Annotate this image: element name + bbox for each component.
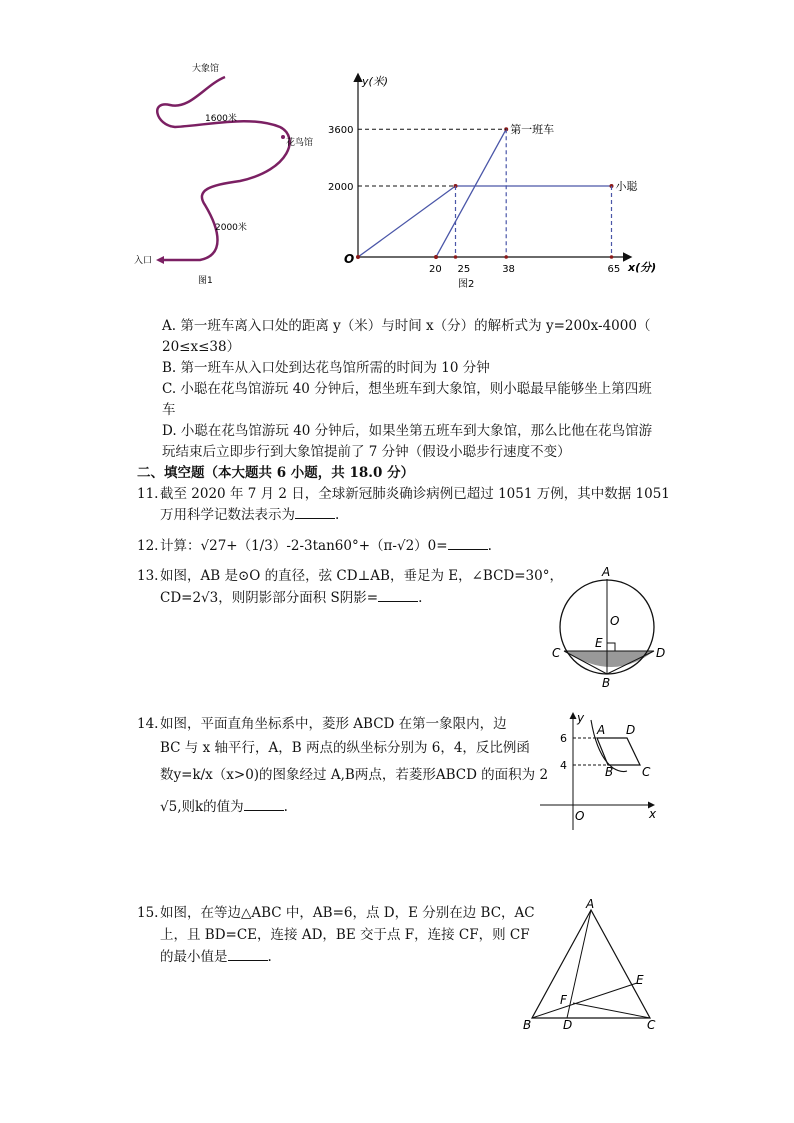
fig1-label-entrance: 入口 [134,256,153,266]
q14-label-6: 6 [560,732,567,745]
fig1-caption: 图1 [198,276,213,286]
q11-number: 11. [137,486,159,502]
option-a-line1: A. 第一班车离入口处的距离 y（米）与时间 x（分）的解析式为 y=200x-4000（ [162,318,651,334]
x-tick-label-2: 38 [502,264,515,275]
q14-label-x: x [649,807,657,821]
option-b: B. 第一班车从入口处到达花鸟馆所需的时间为 10 分钟 [162,360,490,376]
q14-label-4: 4 [560,759,567,772]
q12-answer-blank[interactable] [448,537,488,550]
segment-cf [573,1003,650,1018]
q13-label-b: B [602,676,611,690]
q14-end: . [283,799,288,815]
q15-label-b: B [523,1018,532,1032]
q13-label-d: D [656,646,666,660]
q15-line1: 如图，在等边△ABC 中，AB=6，点 D，E 分别在边 BC，AC [160,905,535,921]
fig1-label-bird-house: 花鸟馆 [286,138,314,148]
q13-line2: CD=2√3，则阴影部分面积 S阴影= [160,590,379,606]
option-c-line1: C. 小聪在花鸟馆游玩 40 分钟后，想坐班车到大象馆，则小聪最早能够坐上第四班 [162,381,652,397]
q15-label-d: D [563,1018,573,1032]
q14-line4: √5,则k的值为 [160,799,244,815]
series-label-1: 小聪 [615,180,638,193]
q14-line4-wrap [160,797,288,817]
x-tick-dot-3 [610,255,614,259]
arrow-head-icon [156,256,164,264]
q14-label-o: O [575,809,585,823]
q13-number: 13. [137,568,159,584]
rhombus-abcd [597,738,640,765]
q11-line2: 万用科学记数法表示为 [160,507,295,523]
q14-line2: BC 与 x 轴平行，A，B 两点的纵坐标分别为 6，4，反比例函 [160,740,530,756]
q15-triangle-figure [520,897,665,1035]
y-tick-label-1: 2000 [328,182,354,193]
figure-1-route-map [130,55,314,295]
x-tick-label-3: 65 [607,264,621,275]
q15-label-e: E [636,973,644,987]
fig2-caption: 图2 [458,279,475,290]
fig1-label-museum: 大象馆 [192,64,220,74]
y-axis-label: y(米) [362,75,389,88]
right-angle-mark [607,643,615,651]
q12-number: 12. [137,538,159,554]
x-tick-label-1: 25 [457,264,471,275]
q11-line1: 截至 2020 年 7 月 2 日，全球新冠肺炎确诊病例已超过 1051 万例，其中数据 1051 [160,486,670,502]
q13-line2-wrap [160,588,422,608]
q14-line1: 如图，平面直角坐标系中，菱形 ABCD 在第一象限内，边 [160,716,507,732]
q15-line3-wrap [160,947,272,967]
x-axis-label: x(分) [628,261,657,274]
option-c-line2: 车 [162,402,176,418]
segment-ad [567,910,591,1018]
fig1-label-1600: 1600米 [205,114,237,124]
q13-answer-blank[interactable] [378,589,418,602]
triangle-abc [532,910,650,1018]
q12-line-wrap [160,536,492,556]
q13-label-c: C [552,646,561,660]
q13-label-o: O [610,614,620,628]
q14-line3: 数y=k/x（x>0)的图象经过 A,B两点，若菱形ABCD 的面积为 2 [160,767,549,783]
option-d-line1: D. 小聪在花鸟馆游玩 40 分钟后，如果坐第五班车到大象馆，那么比他在花鸟馆游 [162,423,653,439]
q14-label-y: y [577,711,585,725]
q15-label-c: C [647,1018,656,1032]
q13-end: . [418,590,423,606]
q14-number: 14. [137,716,159,732]
q13-label-a: A [602,565,611,579]
q12-text: 计算：√27+（1/3）-2-3tan60°+（π-√2）0= [160,538,448,554]
origin-label: O [344,252,355,266]
q14-label-a: A [597,723,606,737]
figure-2-distance-time-chart [330,65,660,295]
q15-end: . [267,949,272,965]
q15-label-a: A [586,897,595,911]
section-heading: 二、填空题（本大题共 6 小题，共 18.0 分） [137,465,415,481]
x-tick-label-0: 20 [429,264,442,275]
q14-label-b: B [605,765,614,779]
series-point-1-0 [356,255,360,259]
q15-number: 15. [137,905,159,921]
q15-line3: 的最小值是 [160,949,228,965]
q12-end: . [487,538,492,554]
q14-label-c: C [642,765,651,779]
q15-line2: 上，且 BD=CE，连接 AD，BE 交于点 F，连接 CF，则 CF [160,927,530,943]
q13-line1: 如图，AB 是⊙O 的直径，弦 CD⊥AB，垂足为 E，∠BCD=30°， [160,568,563,584]
option-a-line2: 20≤x≤38） [162,339,241,355]
y-tick-label-0: 3600 [328,125,354,137]
q14-coordinate-figure [535,708,660,833]
q11-end: . [335,507,340,523]
q14-answer-blank[interactable] [244,798,284,811]
series-label-0: 第一班车 [510,123,555,137]
bird-house-dot [281,135,285,139]
q14-label-d: D [626,723,636,737]
q13-circle-figure [550,565,670,690]
x-tick-dot-2 [504,255,508,259]
x-tick-dot-0 [434,255,438,259]
q15-label-f: F [560,993,567,1007]
option-d-line2: 玩结束后立即步行到大象馆提前了 7 分钟（假设小聪步行速度不变） [162,444,571,460]
q13-label-e: E [595,636,603,650]
q11-answer-blank[interactable] [295,506,335,519]
q15-answer-blank[interactable] [228,948,268,961]
series-line-1-0 [358,186,456,257]
q11-line2-wrap [160,505,339,525]
fig1-label-2000: 2000米 [215,223,247,233]
x-tick-dot-1 [454,255,458,259]
